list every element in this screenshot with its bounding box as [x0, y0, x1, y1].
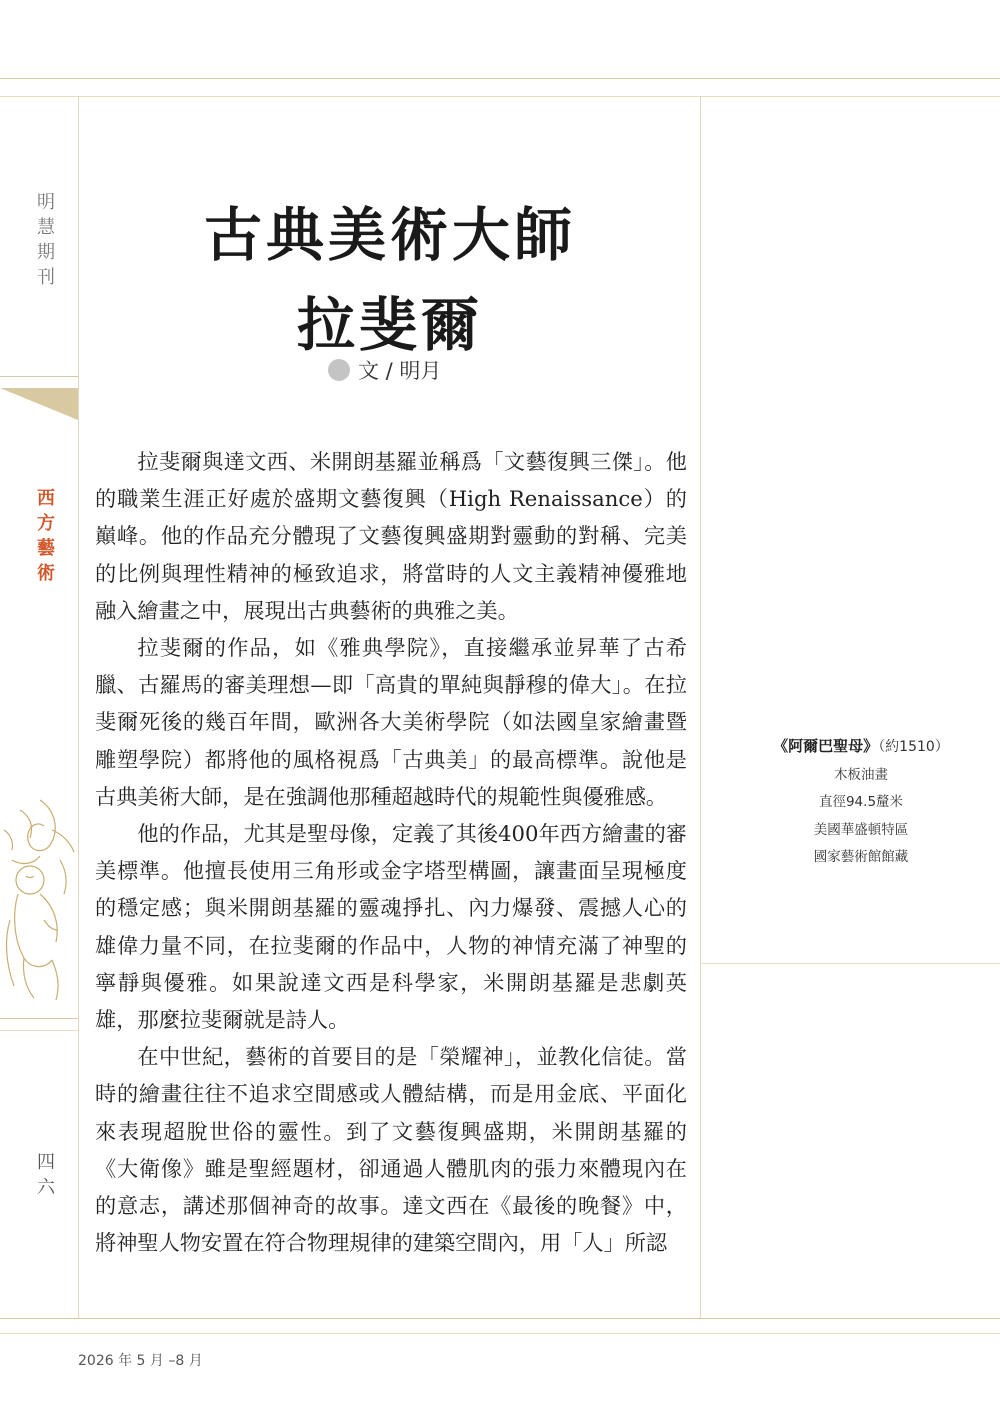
- caption-location: 美國華盛頓特區: [813, 821, 909, 838]
- byline-text: 文 / 明月: [358, 359, 442, 383]
- journal-name: 明 慧 期 刊: [37, 192, 55, 288]
- caption-medium: 木板油畫: [834, 766, 888, 783]
- top-rule: [0, 78, 1000, 79]
- decorative-figure-illustration: [0, 790, 78, 1006]
- sidebar-divider-bottom: [0, 1018, 78, 1019]
- left-column-rule: [78, 96, 79, 1318]
- article-paragraph: 在中世紀，藝術的首要目的是「榮耀神」，並教化信徒。當時的繪畫往往不追求空間感或人體結構，而是用金底、平面化來表現超脫世俗的靈性。到了文藝復興盛期，米開朗基羅的《大衛像》雖是聖經題材，卻通過人體肌肉的張力來體現內在的意志，講述那個神奇的故事。達文西在《最後的晚餐》中，將神聖人物安置在符合物理規律的建築空間內，用「人」所認: [95, 1044, 687, 1256]
- article-paragraph: 拉斐爾與達文西、米開朗基羅並稱爲「文藝復興三傑」。他的職業生涯正好處於盛期文藝復興（High Renaissance）的巔峰。他的作品充分體現了文藝復興盛期對靈動的對稱、完美的比例與理性精神的極致追求，將當時的人文主義精神優雅地融入繪畫之中，展現出古典藝術的典雅之美。: [95, 449, 687, 623]
- caption-year: （約1510）: [878, 739, 949, 755]
- bottom-rule-inner: [0, 1333, 1000, 1334]
- column-name: 西 方 藝 術: [37, 488, 55, 584]
- issue-date: 2026 年 5 月 –8 月: [78, 1353, 203, 1369]
- article-paragraph: 拉斐爾的作品，如《雅典學院》，直接繼承並昇華了古希臘、古羅馬的審美理想—即「高貴的單純與靜穆的偉大」。在拉斐爾死後的幾百年間，歐洲各大美術學院（如法國皇家繪畫暨雕塑學院）都將他的風格視爲「古典美」的最高標準。說他是古典美術大師，是在強調他那種超越時代的規範性與優雅感。: [95, 635, 687, 809]
- top-rule-inner: [0, 96, 1000, 97]
- article-title-line-1: 古典美術大師: [203, 201, 576, 269]
- sidebar-divider-bottom-inner: [0, 1030, 78, 1031]
- artwork-caption: [720, 733, 1000, 872]
- section-marker-wedge: [0, 388, 78, 420]
- caption-collection: 國家藝術館館藏: [813, 849, 909, 865]
- bottom-rule: [0, 1318, 1000, 1319]
- caption-title: 《阿爾巴聖母》: [773, 737, 879, 755]
- sidebar-divider-top: [0, 376, 78, 377]
- bullet-dot-icon: [328, 359, 350, 381]
- caption-divider: [700, 963, 1000, 964]
- caption-size: 直徑94.5釐米: [818, 794, 904, 810]
- right-column-rule: [700, 96, 701, 1318]
- article-body: [95, 443, 687, 1261]
- caption-heading: [720, 733, 1000, 762]
- page-number: 四 六: [37, 1152, 55, 1198]
- article-paragraph: 他的作品，尤其是聖母像，定義了其後400年西方繪畫的審美標準。他擅長使用三角形或金字塔型構圖，讓畫面呈現極度的穩定感；與米開朗基羅的靈魂掙扎、內力爆發、震撼人心的雄偉力量不同，在拉斐爾的作品中，人物的神情充滿了神聖的寧靜與優雅。如果說達文西是科學家，米開朗基羅是悲劇英雄，那麼拉斐爾就是詩人。: [95, 821, 687, 1033]
- byline: [328, 355, 441, 385]
- article-title-line-2: 拉斐爾: [296, 291, 483, 359]
